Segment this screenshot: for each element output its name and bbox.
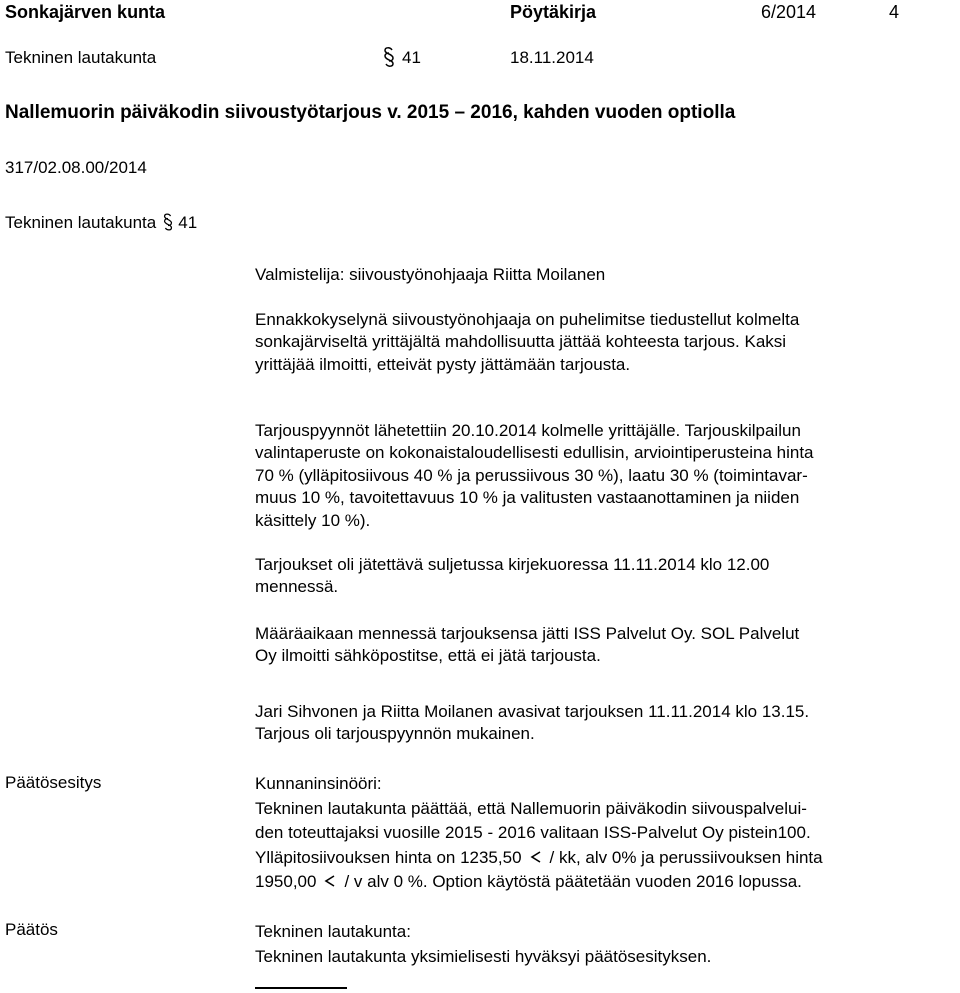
municipality-name: Sonkajärven kunta xyxy=(5,2,166,22)
text-line: Jari Sihvonen ja Riitta Moilanen avasivat tarjouksen 11.11.2014 klo 13.15. xyxy=(255,702,810,721)
paragraph-inquiry xyxy=(255,309,960,376)
text-line: muus 10 %, tavoitettavuus 10 % ja valitusten vastaanottaminen ja niiden xyxy=(255,488,800,508)
header-committee: Tekninen lautakunta xyxy=(5,48,157,67)
meeting-date: 18.11.2014 xyxy=(510,48,594,67)
proposal-label: Päätösesitys xyxy=(5,773,102,792)
text-line xyxy=(255,846,960,871)
text-line: 70 % (ylläpitosiivous 40 % ja perussiivous 30 %), laatu 30 % (toimintavar- xyxy=(255,465,808,485)
decision-label: Päätös xyxy=(5,920,58,939)
proposal-block xyxy=(255,772,960,895)
text-line: sonkajärviseltä yrittäjältä mahdollisuutta jättää kohteesta tarjous. Kaksi xyxy=(255,332,787,352)
euro-icon xyxy=(324,872,336,888)
page-title: Nallemuorin päiväkodin siivoustyötarjous v. 2015 – 2016, kahden vuoden optiolla xyxy=(5,102,736,123)
section-sign-icon xyxy=(382,47,396,73)
decision-speaker: Tekninen lautakunta: xyxy=(255,922,411,941)
text-line: mennessä. xyxy=(255,577,339,597)
text-line xyxy=(255,870,960,895)
signature-rule xyxy=(255,987,347,989)
basic-price-unit: / v alv 0 %. Option käytöstä päätetään vuoden 2016 lopussa. xyxy=(344,872,802,891)
document-type: Pöytäkirja xyxy=(510,2,597,22)
section-sign-icon xyxy=(162,212,174,232)
text-line: Määräaikaan mennessä tarjouksensa jätti ISS Palvelut Oy. SOL Palvelut xyxy=(255,624,800,643)
preparer-line: Valmistelija: siivoustyönohjaaja Riitta Moilanen xyxy=(255,265,606,284)
text-line: Tarjouspyynnöt lähetettiin 20.10.2014 kolmelle yrittäjälle. Tarjouskilpailun xyxy=(255,421,801,440)
text-line: valintaperuste on kokonaistaloudellisesti edullisin, arviointiperusteina hinta xyxy=(255,443,814,463)
text-line: yrittäjää ilmoitti, etteivät pysty jättämään tarjousta. xyxy=(255,354,631,374)
section-label xyxy=(5,212,197,234)
paragraph-tender-request xyxy=(255,420,960,532)
page-number: 4 xyxy=(889,2,900,22)
text-line: Ennakkokyselynä siivoustyönohjaaja on puhelimitse tiedustellut kolmelta xyxy=(255,310,800,329)
text-line: den toteuttajaksi vuosille 2015 - 2016 valitaan ISS-Palvelut Oy pistein100. xyxy=(255,823,811,842)
section-label-committee: Tekninen lautakunta xyxy=(5,213,157,232)
text-line: käsittely 10 %). xyxy=(255,510,371,530)
decision-block xyxy=(255,919,960,969)
basic-price: 1950,00 xyxy=(255,872,317,891)
paragraph-offers xyxy=(255,623,960,668)
record-number: 317/02.08.00/2014 xyxy=(5,158,147,177)
section-label-number: 41 xyxy=(178,213,198,232)
maintenance-price-unit: / kk, alv 0% ja perussiivouksen hinta xyxy=(549,847,823,867)
decision-text: Tekninen lautakunta yksimielisesti hyväksyi päätösesityksen. xyxy=(255,947,712,966)
proposal-speaker: Kunnaninsinööri: xyxy=(255,774,382,793)
text-line: Tarjoukset oli jätettävä suljetussa kirjekuoressa 11.11.2014 klo 12.00 xyxy=(255,555,770,574)
text-line: Tekninen lautakunta päättää, että Nallemuorin päiväkodin siivouspalvelui- xyxy=(255,798,807,818)
euro-icon xyxy=(530,848,542,864)
text-line: Oy ilmoitti sähköpostitse, että ei jätä tarjousta. xyxy=(255,646,601,666)
text-line: Tarjous oli tarjouspyynnön mukainen. xyxy=(255,724,535,744)
maintenance-price: Ylläpitosiivouksen hinta on 1235,50 xyxy=(255,847,522,867)
paragraph-opening xyxy=(255,701,960,746)
header-section-number: 41 xyxy=(402,48,421,67)
paragraph-deadline xyxy=(255,554,960,599)
meeting-number: 6/2014 xyxy=(761,2,817,22)
